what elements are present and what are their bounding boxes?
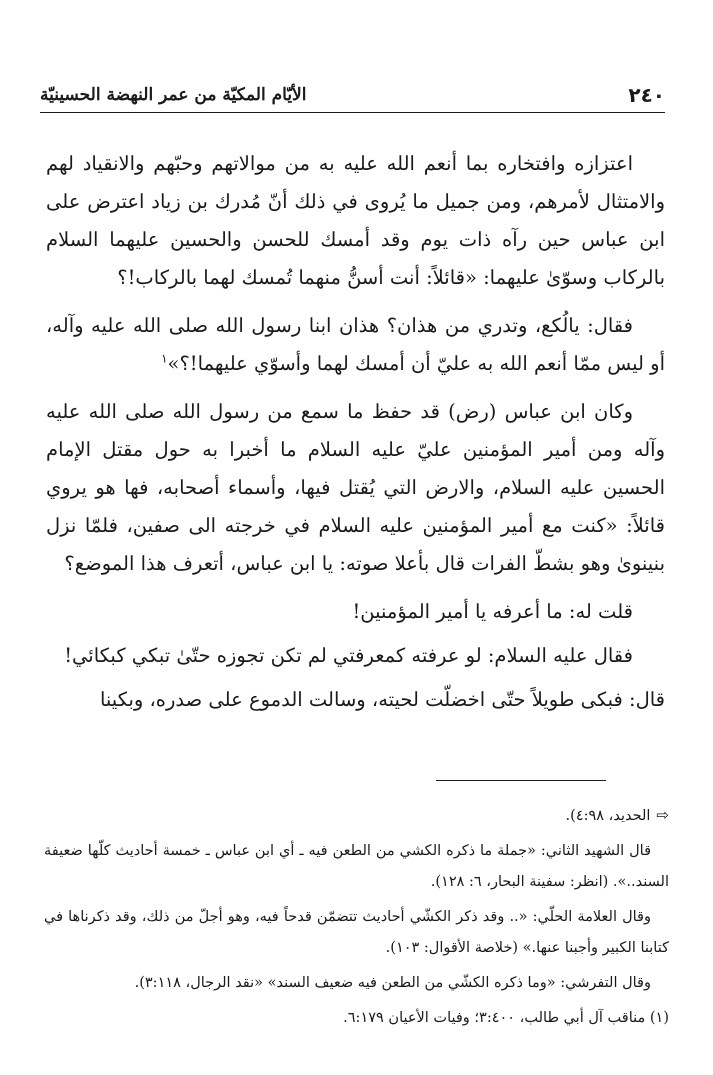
footnote-shahid: قال الشهيد الثاني: «جملة ما ذكره الكشي من الطعن فيه ـ أي ابن عباس ـ خمسة أحاديث كلّها ضعيفة السند..». (انظر: سفينة البحار، ٦: ١٢٨). [44, 843, 669, 890]
footnote-1: (١) مناقب آل أبي طالب، ٣:٤٠٠؛ وفيات الأعيان ٦:١٧٩. [343, 1010, 669, 1026]
footnote-tafrishi: وقال التفرشي: «وما ذكره الكشّي من الطعن فيه ضعيف السند» «نقد الرجال، ٣:١١٨). [134, 975, 651, 991]
header-divider [40, 112, 665, 113]
paragraph-3: وكان ابن عباس (رض) قد حفظ ما سمع من رسول الله صلى الله عليه وآله ومن أمير المؤمنين عليّ عليه السلام ما أخبرا به حول مقتل الإمام الحسين عليه السلام، والارض التي يُقتل فيها، وأسماء أصحابه، فها هو يروي قائلاً: «كنت مع أمير المؤمنين عليه السلام في خرجته الى صفين، فلمّا نزل بنينوىٰ وهو بشطّ الفرات قال بأعلا صوته: يا ابن عباس، أتعرف هذا الموضع؟ [46, 400, 665, 575]
paragraph-2 [46, 307, 665, 383]
continuation-arrow-icon: ⇨ [656, 806, 669, 824]
footnotes [44, 800, 669, 1038]
page-number: ٢٤٠ [628, 83, 665, 107]
footnote-reference: ١ [161, 351, 168, 366]
paragraph-5: فقال عليه السلام: لو عرفته كمعرفتي لم تكن تجوزه حتّىٰ تبكي كبكائي! [64, 644, 633, 667]
paragraph-6: قال: فبكى طويلاً حتّى اخضلّت لحيته، وسالت الدموع على صدره، وبكينا [99, 688, 665, 711]
footnote-divider [436, 780, 606, 781]
paragraph-4: قلت له: ما أعرفه يا أمير المؤمنين! [352, 600, 633, 623]
footnote-continuation [44, 800, 669, 832]
running-header [40, 80, 665, 110]
main-text [46, 145, 665, 729]
paragraph-2-text: فقال: يالُكع، وتدري من هذان؟ هذان ابنا رسول الله صلى الله عليه وآله، أو ليس ممّا أنعم الله به عليّ أن أمسك لهما وأسوّي عليهما!؟» [46, 314, 665, 375]
footnote-continued-text: الحديد، ٤:٩٨). [565, 808, 651, 824]
paragraph-1: اعتزازه وافتخاره بما أنعم الله عليه به من موالاتهم وحبّهم والانقياد لهم والامتثال لأمرهم، ومن جميل ما يُروى في ذلك أنّ مُدرك بن زياد اعترض على ابن عباس حين رآه ذات يوم وقد أمسك للحسن والحسين عليهما السلام بالركاب وسوّىٰ عليهما: «قائلاً: أنت أسنُّ منهما تُمسك لهما بالركاب!؟ [46, 152, 665, 289]
running-title: الأيّام المكيّة من عمر النهضة الحسينيّة [40, 85, 307, 105]
footnote-hilli: وقال العلامة الحلّي: «.. وقد ذكر الكشّي أحاديث تتضمّن قدحاً فيه، وهو أجلّ من ذلك، وقد ذكرناها في كتابنا الكبير وأجبنا عنها.» (خلاصة الأقوال: ١٠٣). [44, 909, 669, 956]
